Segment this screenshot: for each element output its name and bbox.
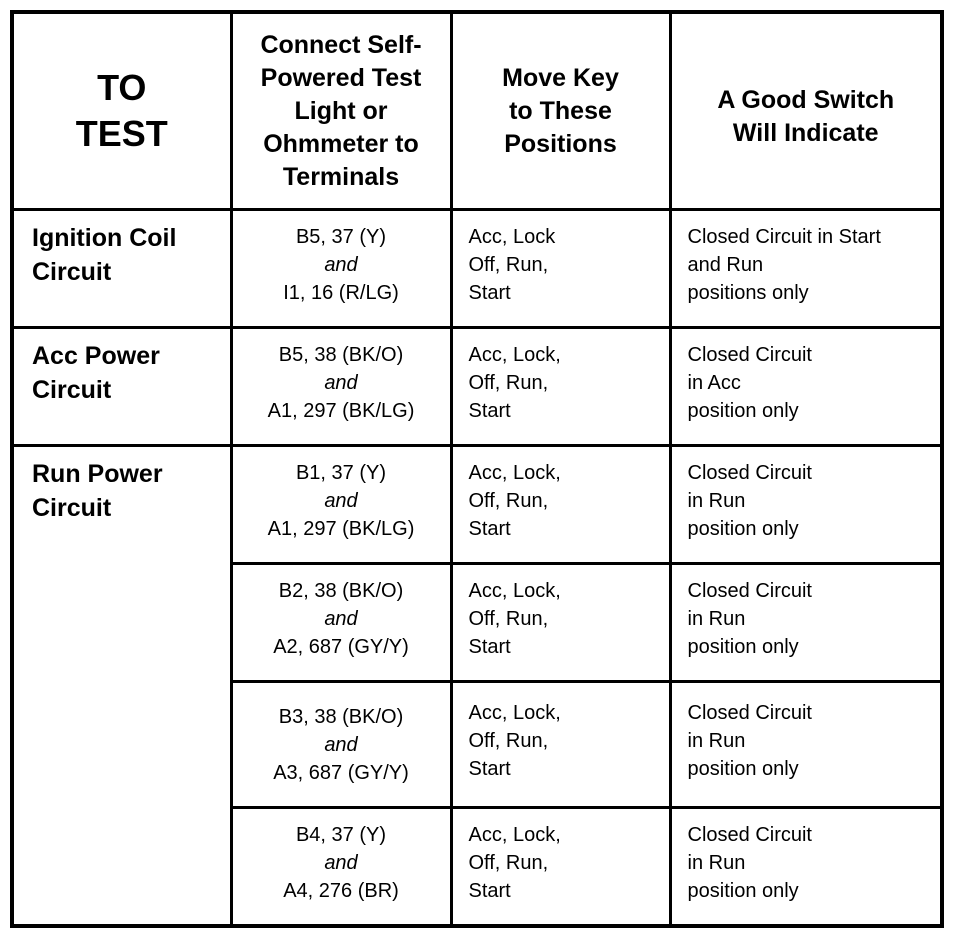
and-text: and (324, 852, 358, 874)
header-connect-line: Terminals (282, 162, 400, 191)
indication-cell (670, 682, 942, 808)
terminal-a: B5, 38 (BK/O) (278, 344, 404, 366)
key-positions-cell (451, 808, 670, 927)
header-to-test-line: TEST (75, 113, 168, 154)
test-name-cell (12, 210, 231, 328)
key-position-line: Off, Run, (468, 608, 549, 630)
key-position-line: Acc, Lock, (468, 462, 561, 484)
indication-line: position only (687, 400, 799, 422)
indication-cell (670, 808, 942, 927)
header-move-key-line: Positions (504, 129, 617, 158)
indication-line: position only (687, 758, 799, 780)
and-text: and (324, 734, 358, 756)
indication-line: in Run (687, 852, 746, 874)
indication-line: position only (687, 518, 799, 540)
indication-line: Closed Circuit (687, 824, 812, 846)
terminal-a: B4, 37 (Y) (295, 824, 387, 846)
terminals-cell (231, 564, 451, 682)
header-row (12, 12, 942, 210)
terminal-b: A4, 276 (BR) (283, 880, 399, 902)
test-name-line: Run Power (32, 460, 163, 488)
test-name-line: Ignition Coil (32, 224, 177, 252)
header-good-switch (670, 12, 942, 210)
indication-line: Closed Circuit (687, 344, 812, 366)
terminals-cell (231, 210, 451, 328)
test-name-line: Circuit (32, 258, 112, 286)
test-name-line: Acc Power (32, 342, 160, 370)
key-positions-cell (451, 564, 670, 682)
indication-line: Closed Circuit in Start (687, 226, 881, 248)
header-move-key (451, 12, 670, 210)
header-connect-line: Powered Test (260, 63, 422, 92)
key-position-line: Off, Run, (468, 852, 549, 874)
and-text: and (324, 254, 358, 276)
header-connect-line: Ohmmeter to (263, 129, 419, 158)
key-positions-cell (451, 210, 670, 328)
terminal-a: B3, 38 (BK/O) (278, 706, 404, 728)
indication-line: positions only (687, 282, 809, 304)
terminal-a: B1, 37 (Y) (295, 462, 387, 484)
terminals-cell (231, 328, 451, 446)
indication-line: position only (687, 880, 799, 902)
terminal-b: A1, 297 (BK/LG) (267, 400, 415, 422)
indication-line: in Acc (687, 372, 741, 394)
key-positions-cell (451, 328, 670, 446)
key-position-line: Acc, Lock, (468, 702, 561, 724)
key-position-line: Off, Run, (468, 254, 549, 276)
table-row (12, 210, 942, 328)
indication-cell (670, 210, 942, 328)
key-position-line: Start (468, 518, 511, 540)
and-text: and (324, 372, 358, 394)
key-position-line: Start (468, 758, 511, 780)
terminal-b: A1, 297 (BK/LG) (267, 518, 415, 540)
and-text: and (324, 490, 358, 512)
key-position-line: Off, Run, (468, 490, 549, 512)
indication-line: Closed Circuit (687, 580, 812, 602)
test-name-cell (12, 328, 231, 446)
and-text: and (324, 608, 358, 630)
terminal-b: A2, 687 (GY/Y) (273, 636, 409, 658)
indication-line: in Run (687, 730, 746, 752)
header-to-test-line: TO (97, 67, 147, 108)
header-connect-line: Connect Self- (260, 30, 422, 59)
key-position-line: Acc, Lock (468, 226, 556, 248)
terminal-b: A3, 687 (GY/Y) (273, 762, 409, 784)
terminal-b: I1, 16 (R/LG) (283, 282, 399, 304)
header-good-switch-line: A Good Switch (717, 86, 895, 114)
test-name-line: Circuit (32, 376, 112, 404)
key-positions-cell (451, 446, 670, 564)
table-row (12, 446, 942, 564)
key-position-line: Acc, Lock, (468, 580, 561, 602)
key-position-line: Off, Run, (468, 372, 549, 394)
test-name-line: Circuit (32, 494, 112, 522)
header-connect-line: Light or (294, 96, 388, 125)
indication-line: and Run (687, 254, 764, 276)
key-position-line: Acc, Lock, (468, 824, 561, 846)
indication-line: in Run (687, 608, 746, 630)
key-position-line: Acc, Lock, (468, 344, 561, 366)
key-positions-cell (451, 682, 670, 808)
header-move-key-line: Move Key (502, 63, 619, 92)
indication-line: position only (687, 636, 799, 658)
key-position-line: Start (468, 880, 511, 902)
key-position-line: Start (468, 400, 511, 422)
terminals-cell (231, 446, 451, 564)
indication-cell (670, 564, 942, 682)
header-to-test (12, 12, 231, 210)
table-row (12, 328, 942, 446)
indication-line: Closed Circuit (687, 702, 812, 724)
indication-cell (670, 446, 942, 564)
header-good-switch-line: Will Indicate (732, 119, 879, 147)
indication-cell (670, 328, 942, 446)
key-position-line: Start (468, 636, 511, 658)
header-move-key-line: to These (509, 96, 612, 125)
indication-line: in Run (687, 490, 746, 512)
indication-line: Closed Circuit (687, 462, 812, 484)
key-position-line: Off, Run, (468, 730, 549, 752)
header-connect-terminals (231, 12, 451, 210)
ignition-switch-test-table (10, 10, 944, 928)
terminal-a: B5, 37 (Y) (295, 226, 387, 248)
terminal-a: B2, 38 (BK/O) (278, 580, 404, 602)
terminals-cell (231, 808, 451, 927)
key-position-line: Start (468, 282, 511, 304)
terminals-cell (231, 682, 451, 808)
